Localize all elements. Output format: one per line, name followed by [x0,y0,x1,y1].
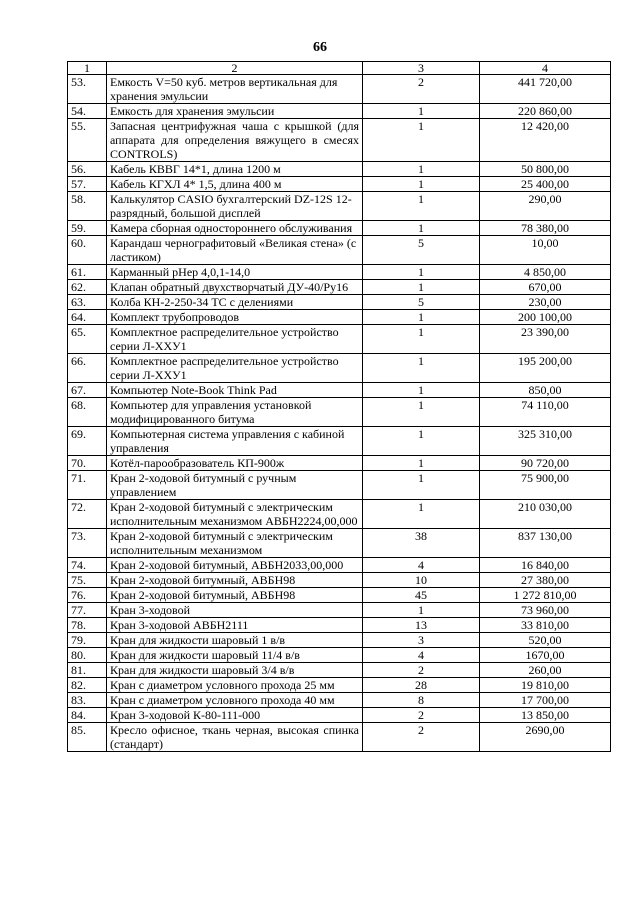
row-number: 61. [68,265,107,280]
row-number: 59. [68,221,107,236]
table-row [68,648,611,663]
item-amount: 16 840,00 [480,558,611,573]
item-quantity: 13 [363,618,480,633]
item-name: Карманный pHep 4,0,1-14,0 [107,265,363,280]
item-quantity: 4 [363,558,480,573]
table-row [68,104,611,119]
item-amount: 25 400,00 [480,177,611,192]
row-number: 55. [68,119,107,162]
item-quantity: 1 [363,383,480,398]
item-quantity: 1 [363,398,480,427]
item-amount: 441 720,00 [480,75,611,104]
item-amount: 290,00 [480,192,611,221]
row-number: 63. [68,295,107,310]
row-number: 54. [68,104,107,119]
item-name: Кран с диаметром условного прохода 25 мм [107,678,363,693]
item-name: Колба КН-2-250-34 ТС с делениями [107,295,363,310]
item-amount: 27 380,00 [480,573,611,588]
item-amount: 33 810,00 [480,618,611,633]
item-name: Емкость для хранения эмульсии [107,104,363,119]
item-quantity: 2 [363,708,480,723]
item-quantity: 1 [363,456,480,471]
row-number: 57. [68,177,107,192]
item-amount: 220 860,00 [480,104,611,119]
item-name: Емкость V=50 куб. метров вертикальная для хранения эмульсии [107,75,363,104]
item-quantity: 1 [363,280,480,295]
table-row [68,723,611,752]
item-amount: 210 030,00 [480,500,611,529]
item-name: Котёл-парообразователь КП-900ж [107,456,363,471]
item-name: Кран 2-ходовой битумный, АВБН98 [107,588,363,603]
item-amount: 12 420,00 [480,119,611,162]
item-quantity: 1 [363,471,480,500]
item-name: Кабель КВВГ 14*1, длина 1200 м [107,162,363,177]
item-name: Кран с диаметром условного прохода 40 мм [107,693,363,708]
row-number: 75. [68,573,107,588]
item-amount: 837 130,00 [480,529,611,558]
inventory-table [67,61,611,752]
table-row [68,471,611,500]
row-number: 76. [68,588,107,603]
item-amount: 23 390,00 [480,325,611,354]
item-amount: 4 850,00 [480,265,611,280]
item-quantity: 1 [363,603,480,618]
row-number: 64. [68,310,107,325]
item-amount: 195 200,00 [480,354,611,383]
table-row [68,633,611,648]
item-quantity: 38 [363,529,480,558]
item-name: Компьютерная система управления с кабиной управления [107,427,363,456]
table-row [68,618,611,633]
table-row [68,588,611,603]
table-row [68,663,611,678]
item-quantity: 1 [363,427,480,456]
table-row [68,678,611,693]
item-quantity: 4 [363,648,480,663]
item-name: Камера сборная одностороннего обслуживания [107,221,363,236]
item-quantity: 1 [363,354,480,383]
item-quantity: 10 [363,573,480,588]
item-amount: 73 960,00 [480,603,611,618]
item-amount: 1670,00 [480,648,611,663]
table-row [68,221,611,236]
item-name: Клапан обратный двухстворчатый ДУ-40/Ру16 [107,280,363,295]
item-quantity: 5 [363,236,480,265]
item-amount: 10,00 [480,236,611,265]
row-number: 81. [68,663,107,678]
item-quantity: 1 [363,310,480,325]
item-amount: 74 110,00 [480,398,611,427]
row-number: 67. [68,383,107,398]
item-name: Компьютер Note-Book Think Pad [107,383,363,398]
row-number: 72. [68,500,107,529]
table-row [68,427,611,456]
item-name: Кран для жидкости шаровый 3/4 в/в [107,663,363,678]
table-row [68,236,611,265]
item-quantity: 1 [363,325,480,354]
item-amount: 670,00 [480,280,611,295]
row-number: 69. [68,427,107,456]
column-header: 1 [68,62,107,75]
row-number: 62. [68,280,107,295]
table-row [68,573,611,588]
table-row [68,456,611,471]
table-row [68,693,611,708]
item-amount: 50 800,00 [480,162,611,177]
table-row [68,354,611,383]
item-amount: 1 272 810,00 [480,588,611,603]
table-row [68,177,611,192]
page-number: 66 [313,40,327,55]
row-number: 78. [68,618,107,633]
table-row [68,265,611,280]
item-amount: 78 380,00 [480,221,611,236]
item-name: Калькулятор CASIO бухгалтерский DZ-12S 12-разрядный, большой дисплей [107,192,363,221]
item-name: Карандаш чернографитовый «Великая стена» (с ластиком) [107,236,363,265]
column-header: 4 [480,62,611,75]
table-row [68,119,611,162]
table-row [68,295,611,310]
row-number: 71. [68,471,107,500]
row-number: 56. [68,162,107,177]
item-name: Запасная центрифужная чаша с крышкой (для аппарата для определения вяжущего в смесях CONTROLS) [107,119,363,162]
item-name: Компьютер для управления установкой модифицированного битума [107,398,363,427]
row-number: 80. [68,648,107,663]
table-row [68,500,611,529]
row-number: 68. [68,398,107,427]
table-row [68,325,611,354]
item-quantity: 45 [363,588,480,603]
row-number: 85. [68,723,107,752]
item-quantity: 1 [363,500,480,529]
column-header: 2 [107,62,363,75]
item-name: Кабель КГХЛ 4* 1,5, длина 400 м [107,177,363,192]
row-number: 74. [68,558,107,573]
item-amount: 17 700,00 [480,693,611,708]
table-row [68,603,611,618]
row-number: 70. [68,456,107,471]
item-name: Кран для жидкости шаровый 11/4 в/в [107,648,363,663]
item-quantity: 2 [363,75,480,104]
item-amount: 260,00 [480,663,611,678]
row-number: 84. [68,708,107,723]
item-name: Кран 3-ходовой [107,603,363,618]
item-amount: 75 900,00 [480,471,611,500]
item-quantity: 1 [363,104,480,119]
item-name: Кран 2-ходовой битумный с электрическим исполнительным механизмом [107,529,363,558]
item-amount: 200 100,00 [480,310,611,325]
row-number: 65. [68,325,107,354]
item-amount: 230,00 [480,295,611,310]
row-number: 53. [68,75,107,104]
item-quantity: 28 [363,678,480,693]
row-number: 58. [68,192,107,221]
table-row [68,310,611,325]
row-number: 60. [68,236,107,265]
item-name: Кран 2-ходовой битумный, АВБН2033,00,000 [107,558,363,573]
item-amount: 325 310,00 [480,427,611,456]
item-amount: 2690,00 [480,723,611,752]
item-name: Кран 2-ходовой битумный, АВБН98 [107,573,363,588]
table-row [68,280,611,295]
item-quantity: 5 [363,295,480,310]
row-number: 83. [68,693,107,708]
column-header: 3 [363,62,480,75]
item-amount: 90 720,00 [480,456,611,471]
table-row [68,558,611,573]
table-row [68,192,611,221]
item-quantity: 1 [363,221,480,236]
item-name: Комплектное распределительное устройство серии Л-ХХУ1 [107,325,363,354]
item-name: Кран 2-ходовой битумный с электрическим исполнительным механизмом АВБН2224,00,000 [107,500,363,529]
item-quantity: 1 [363,119,480,162]
item-name: Комплектное распределительное устройство серии Л-ХХУ1 [107,354,363,383]
item-quantity: 2 [363,663,480,678]
item-quantity: 1 [363,177,480,192]
item-name: Кран 3-ходовой К-80-111-000 [107,708,363,723]
item-quantity: 1 [363,192,480,221]
row-number: 82. [68,678,107,693]
item-quantity: 3 [363,633,480,648]
table-row [68,708,611,723]
row-number: 66. [68,354,107,383]
row-number: 77. [68,603,107,618]
item-name: Кран 3-ходовой АВБН2111 [107,618,363,633]
item-quantity: 8 [363,693,480,708]
item-amount: 13 850,00 [480,708,611,723]
row-number: 79. [68,633,107,648]
item-name: Комплект трубопроводов [107,310,363,325]
item-amount: 19 810,00 [480,678,611,693]
table-row [68,162,611,177]
item-quantity: 2 [363,723,480,752]
table-row [68,529,611,558]
item-amount: 520,00 [480,633,611,648]
item-name: Кран для жидкости шаровый 1 в/в [107,633,363,648]
header-row [68,62,611,75]
item-name: Кресло офисное, ткань черная, высокая спинка (стандарт) [107,723,363,752]
table-row [68,383,611,398]
item-name: Кран 2-ходовой битумный с ручным управлением [107,471,363,500]
item-amount: 850,00 [480,383,611,398]
table-row [68,75,611,104]
row-number: 73. [68,529,107,558]
item-quantity: 1 [363,162,480,177]
table-row [68,398,611,427]
item-quantity: 1 [363,265,480,280]
